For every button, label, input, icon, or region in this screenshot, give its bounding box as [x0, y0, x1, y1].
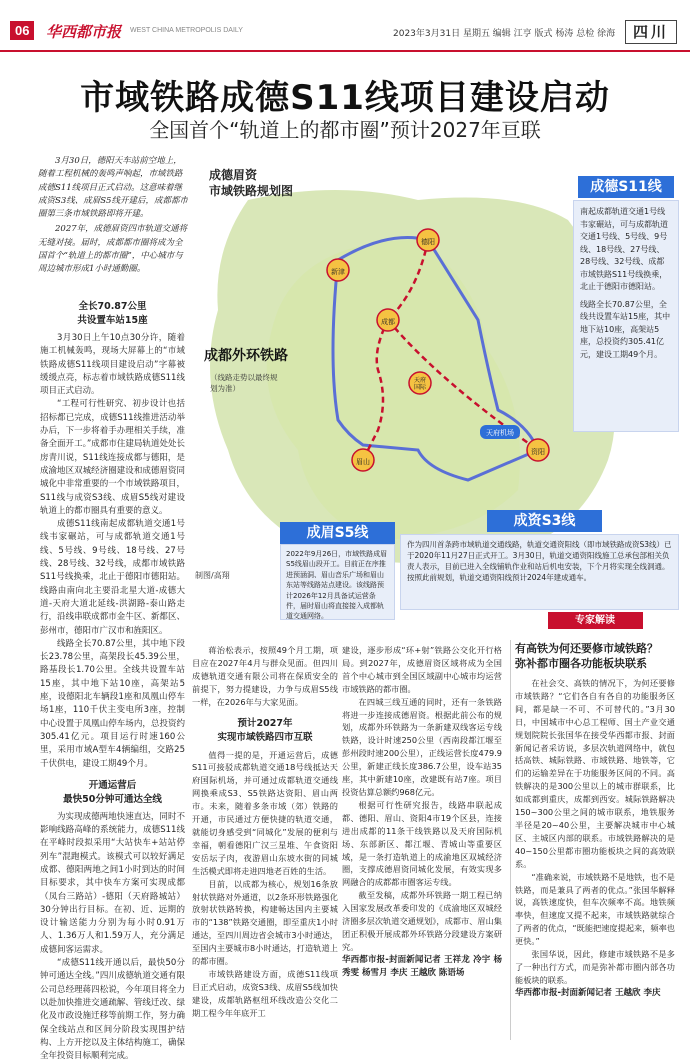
byline: 华西都市报-封面新闻记者 王祥龙 冷宇 杨秀雯 杨雪月 李庆 王越欣 陈语场 [342, 954, 502, 978]
expert-question: 有高铁为何还要修市域铁路？ 弥补都市圈各功能板块联系 [515, 642, 658, 670]
body-paragraph: 建设，逐步形成“环+射”铁路公交化开行格局。到2027年，成德眉资区域将成为全国首个中心城市到全国区域副中心城市均运营市域铁路的都市圈。 [342, 645, 502, 694]
s3-tag: 成资S3线 [487, 510, 602, 532]
body-paragraph: 目前，以成都为核心，规划16条放射状铁路对外通道，以2条环形铁路强化放射状铁路转换，构建畅达国内主要城市的“138”铁路交通圈，即至重庆1小时通达，至四川周边省会城市3小时通达，至国内主要城市8小时通达，打造轨道上的都市圈。 [192, 878, 338, 967]
body-paragraph: 成德S11线南起成都轨道交通1号线韦家碾站，可与成都轨道交通1号线、5号线、9号线、18号线、27号线、28号线、32号线，成都市域铁路S11号线换乘，北止于德阳市德阳站。线路由南向北主要沿北星大道-成德大道-天府大道北延线-洪湖路-泰山路走行，沿线串联成都市金牛区、新都区、彭州市，德阳市广汉市和旌阳区。 [40, 519, 185, 636]
expert-column [515, 612, 675, 1000]
svg-text:新津: 新津 [331, 268, 345, 276]
s3-info-box [400, 534, 679, 610]
body-paragraph: “成德S11线开通以后，最快50分钟可通达全线。”四川成德轨道交通有限公司总经理蒋四松说，今年项目将全力以赴加快推进交通疏解、管线迁改、绿化及市政设施迁移等前期工作，努力确保全线站点和区间分阶段实现围护结构、上方开挖以及主体结构施工，确保全年投资目标顺利完成。 [40, 958, 185, 1062]
svg-text:天府: 天府 [413, 377, 427, 384]
svg-text:资阳: 资阳 [531, 448, 545, 456]
s5-info-box [280, 544, 395, 620]
subheadline: 全国首个“轨道上的都市圈”预计2027年亘联 [149, 118, 541, 142]
section-name: 四川 [625, 20, 677, 44]
lead-p2: 2027年，成德眉资四市轨道交通将无缝对接。届时，成都都市圈将成为全国首个“轨道上的都市圈”，中心城市与周边城市形成1小时通勤圈。 [38, 224, 188, 275]
headline: 市域铁路成德S11线项目建设启动 [80, 78, 610, 118]
page-number: 06 [10, 21, 34, 40]
s3-text: 作为四川首条跨市域轨道交通线路，轨道交通资阳线（即市域铁路成资S3线）已于2020年11月27日正式开工。3月30日，轨道交通资阳线施工总承包部相关负责人表示，目前已进入全线铺轨作业和站后机电安装，下个月将实现全线洞通。按照此前规划，轨道交通资阳线预计2024年建成通车。 [407, 540, 672, 582]
lead-p1: 3月30日，德阳天车站前空地上，随着工程机械的轰鸣声响起，市域铁路成德S11线项目正式启动。这意味着继成资S3线、成眉S5线开建后，成都都市圈第三条市域铁路即将开建。 [38, 156, 188, 220]
left-column [40, 292, 185, 1063]
body-paragraph: 值得一提的是，开通运营后，成德S11可接驳成都轨道交通18号线抵达天府国际机场，并可通过成都轨道交通线网换乘成S3、S5铁路达资阳、眉山两市。未来，随着多条市域（郊）铁路的开通，市民通过方便快捷的轨道交通，就能切身感受到“同城化”发展的便利与幸福，朝看德阳广汉三星堆、午食资阳安岳坛子肉，夜游眉山东坡水街的同城生活模式即将走进四地老百姓的生活。 [192, 749, 338, 876]
body-paragraph: 线路全长70.87公里，其中地下段长23.78公里，高架段长45.39公里，路基段长1.70公里。全线共设置车站15座，其中地下站10座，高架站5座，设德阳北车辆段1座和凤凰山停车场1座，110千伏主变电所3座，控制中心设置于凤凰山停车场内，总投资约305.41亿元。项目运行时速160公里，采用市域A型车4辆编组，交路25千伏供电，建设工期49个月。 [40, 638, 185, 769]
svg-text:眉山: 眉山 [356, 458, 370, 466]
lead-paragraph [38, 155, 188, 279]
body-paragraph: 根据可行性研究报告，线路串联起成都、德阳、眉山、资阳4市19个区县，连接进出成都的11条干线铁路以及天府国际机场、东部新区、都江堰、青城山等重要区域，是一条打造轨道上的成渝地区双城经济圈，支撑成德眉资同城化发展，有效实现多网融合的成都都市圈客运专线。 [342, 799, 502, 888]
map-title: 成德眉资 市域铁路规划图 [209, 168, 294, 198]
body-paragraph: 张国华说，因此，修建市域铁路不是多了一种出行方式，而是弥补都市圈内部各功能板块的联系。 [515, 949, 675, 985]
svg-text:成都: 成都 [381, 318, 395, 326]
expert-tag: 专家解读 [548, 612, 643, 629]
paper-logo: 华西都市报 [46, 23, 122, 41]
body-paragraph: “准确来说，市域铁路不是地铁，也不是铁路，而是兼具了两者的优点。”张国华解释说，高铁速度快，但车次频率不高。地铁频率快，但速度又提不起来，市域铁路就综合了两者的优点，“既能把速度提起来，频率也更快。” [515, 871, 675, 947]
expert-byline: 华西都市报-封面新闻记者 王越欣 李庆 [515, 987, 661, 998]
paper-english-name: WEST CHINA METROPOLIS DAILY [130, 27, 243, 34]
s11-text-1: 南起成都轨道交通1号线韦家碾站，可与成都轨道交通1号线、5号线、9号线、18号线、27号线、28号线、32号线、成都市域铁路S11号线换乘，北止于德阳市德阳站。 [580, 207, 668, 291]
body-paragraph: 市域铁路建设方面，成德S11线项目正式启动，成资S3线、成眉S5线加快建设，成都轨路枢纽环线改造公交化二期工程今年年底开工 [192, 968, 338, 1018]
body-paragraph: “工程可行性研究、初步设计也括招标都已完成，成德S11线推进活动举办后，下一步将着手办理相关手续，准备全面开工。”成都市住建局轨道处处长房青川说，S11线连接成都与德阳，是成渝地区双城经济圈建设和成德眉资同城化中非常重要的一个市域铁路项目，S11线与成资S3线、成眉S5线对建设轨道上的都市圈具有重要的意义。 [40, 399, 185, 516]
svg-text:国际: 国际 [413, 384, 427, 391]
body-paragraph: 为实现成德两地快速直达，同时不影响线路高峰的系统能力，成德S11线在平峰时段拟采用“大站快车+站站停列车”混跑模式。该模式可以较好满足成都、德阳两地之间1小时到达的时间目标要求，其中快车方案可实现成都（凤台三路站）-德阳（天府路城站）30分钟出行目标。在初、近、远期的设计输送能力分别为每小时0.91万人、1.36万人和1.59万人，充分满足成德间客运需求。 [40, 811, 185, 955]
s5-text: 2022年9月26日，市域铁路成眉S5线眉山段开工。目前正在序推进预涵洞、眉山音乐广场和眉山东站等线路站点建设。该线路预计2026年12月具备试运营条件，届时眉山将直接接入成都轨道交通网络。 [286, 550, 388, 621]
s11-info-box [573, 200, 679, 432]
ring-rail-note: （线路走势以最终规划为准） [210, 373, 278, 393]
body-paragraph: 在社会交、高铁的情况下，为何还要修市域铁路？“它们各自有各自的功能服务区间，都是缺一不可、不可替代的。”3月30日，中国城市中心总工程师、国土产业交通规划院院长张国华在接受华西都市报、封面新闻记者采访说，多层次轨道网络中，就包括高铁、城际铁路、市域铁路、地铁等，它们的运输差异在于功能服务区间的不同。高铁解决的是300公里以上的城市群联系，比如成都到重庆，成都到西安。城际铁路解决150~300公里之间的城市联系，地铁服务半径是20~40公里，主要解决城市中心城区、主城区内部的联系。市域铁路解决的是40~150公里都市圈功能板块之间的高效联系。 [515, 678, 675, 869]
body-paragraph: 截至发稿，成都外环铁路一期工程已纳入国家发展改革委印发的《成渝地区双城经济圈多层次轨道交通规划》，成都市、眉山集团正积极开展成都外环铁路分段建设方案研究。 [342, 890, 502, 952]
body-paragraph: 3月30日上午10点30分许，随着施工机械轰鸣，现场大屏幕上的“市域铁路成德S11线项目建设启动”字幕被缓缓点亮，标志着市域铁路成德S11线项目正式启动。 [40, 333, 185, 397]
s11-tag: 成德S11线 [578, 176, 674, 198]
svg-text:天府机场: 天府机场 [486, 429, 514, 437]
svg-text:德阳: 德阳 [421, 238, 435, 246]
header-date: 2023年3月31日 星期五 编辑 江亨 版式 杨涛 总检 徐海 [393, 29, 616, 39]
section-title-operation: 开通运营后 最快50分钟可通达全线 [63, 779, 162, 805]
body-paragraph: 在四城三线互通的同时，还有一条铁路将进一步连接成德眉资。根据此前公布的规划，成都外环铁路为一条新建双线客运专线铁路，设计时速250公里（西南段都江堰至彭州段时速200公里），正线运营长度479.9公里，新建正线长度386.7公里，设车站35座，其中新建10座，改建既有站7座。项目投资估算总额约968亿元。 [342, 696, 502, 797]
expert-body [515, 677, 675, 1000]
middle-column [192, 644, 338, 1020]
right-column [342, 644, 502, 980]
ring-rail-label: 成都外环铁路 [204, 348, 288, 364]
s11-text-2: 线路全长70.87公里，全线共设置车站15座，其中地下站10座，高架站5座，总投资约305.41亿元，建设工期49个月。 [580, 299, 671, 359]
s5-tag: 成眉S5线 [280, 522, 395, 544]
body-paragraph: 蒋治松表示，按照49个月工期，项目应在2027年4月与群众见面。但四川成德轨道交通有限公司将在保质安全的前提下，努力提建设，力争与成眉S5线一样，在2026年与大家见面。 [192, 645, 338, 707]
map-credit: 制图/高翔 [195, 571, 230, 580]
page-header [0, 18, 690, 52]
section-title-interconnect: 预计2027年 实现市域铁路四市互联 [217, 717, 313, 743]
section-title-length: 全长70.87公里 共设置车站15座 [77, 301, 148, 326]
column-divider [510, 640, 511, 1040]
